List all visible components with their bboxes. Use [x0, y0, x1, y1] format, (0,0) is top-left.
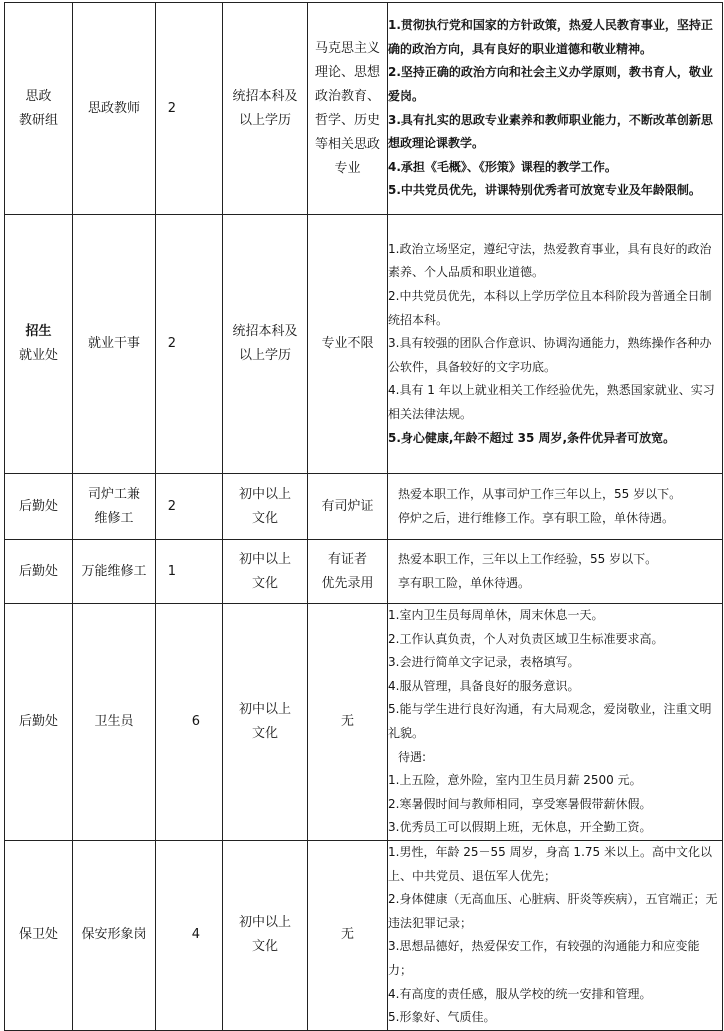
department-cell	[5, 474, 73, 540]
requirement-line: 3.会进行简单文字记录，表格填写。	[388, 655, 580, 670]
major-text: 有证者	[327, 551, 367, 567]
major-text: 政治教育、	[314, 88, 380, 104]
department-text: 就业处	[18, 348, 58, 363]
education-text: 文化	[251, 510, 278, 526]
education-text: 初中以上	[238, 551, 291, 567]
position-cell	[73, 3, 156, 215]
education-text: 初中以上	[238, 915, 291, 931]
education-text: 统招本科及	[232, 324, 298, 339]
requirement-line: 停炉之后，进行维修工作。享有职工险，单休待遇。	[398, 510, 675, 525]
major-text: 哲学、历史	[314, 112, 380, 128]
education-text: 初中以上	[238, 486, 291, 502]
department-text: 保卫处	[18, 927, 58, 943]
position-text: 万能维修工	[81, 563, 147, 579]
requirements-cell	[388, 540, 723, 604]
position-cell	[73, 540, 156, 604]
benefits-heading: 待遇:	[398, 749, 427, 764]
headcount-text: 1	[167, 563, 176, 579]
major-cell	[308, 3, 388, 215]
headcount-cell	[156, 604, 223, 841]
requirement-line: 享有职工险，单休待遇。	[398, 575, 531, 590]
headcount-cell	[156, 474, 223, 540]
requirement-line: 3.优秀员工可以假期上班，无休息，开全勤工资。	[388, 820, 652, 835]
table-row	[5, 215, 723, 474]
major-text: 无	[340, 713, 354, 729]
major-text: 理论、思想	[314, 64, 380, 80]
department-text: 后勤处	[18, 563, 58, 579]
requirements-cell	[388, 840, 723, 1030]
position-cell	[73, 604, 156, 841]
department-cell	[5, 3, 73, 215]
table-row	[5, 540, 723, 604]
headcount-text: 2	[167, 336, 176, 351]
department-text: 思政	[25, 88, 52, 104]
requirement-line: 1.贯彻执行党和国家的方针政策，热爱人民教育事业，坚持正确的政治方向，具有良好的职业道德和敬业精神。	[388, 18, 713, 56]
education-cell	[223, 474, 308, 540]
major-cell	[308, 840, 388, 1030]
department-text: 教研组	[18, 112, 58, 128]
headcount-cell	[156, 540, 223, 604]
requirement-line: 3.具有扎实的思政专业素养和教师职业能力，不断改革创新思想政理论课教学。	[388, 112, 713, 151]
major-text: 等相关思政	[314, 136, 380, 152]
education-cell	[223, 3, 308, 215]
table-row	[5, 840, 723, 1030]
requirement-line: 4.有高度的责任感，服从学校的统一安排和管理。	[388, 986, 652, 1001]
headcount-cell	[156, 840, 223, 1030]
requirement-line: 2.寒暑假时间与教师相同，享受寒暑假带薪休假。	[388, 796, 652, 811]
headcount-cell	[156, 3, 223, 215]
requirement-line: 5.身心健康,年龄不超过 35 周岁,条件优异者可放宽。	[388, 430, 676, 445]
requirement-line: 5.形象好、气质佳。	[388, 1010, 496, 1025]
requirement-line: 3.思想品德好，热爱保安工作，有较强的沟通能力和应变能力；	[388, 939, 700, 977]
education-text: 统招本科及	[232, 88, 298, 104]
major-text: 优先录用	[321, 575, 374, 591]
table-row	[5, 604, 723, 841]
major-text: 有司炉证	[321, 498, 374, 514]
education-cell	[223, 604, 308, 841]
requirement-line: 1.上五险，意外险，室内卫生员月薪 2500 元。	[388, 773, 642, 788]
requirements-cell	[388, 604, 723, 841]
position-text: 就业干事	[87, 336, 140, 351]
education-cell	[223, 540, 308, 604]
requirement-line: 5.中共党员优先，讲课特别优秀者可放宽专业及年龄限制。	[388, 183, 701, 198]
position-text: 司炉工兼	[87, 486, 140, 502]
department-text: 后勤处	[18, 498, 58, 514]
major-cell	[308, 474, 388, 540]
education-text: 文化	[251, 725, 278, 741]
requirement-line: 2.中共党员优先，本科以上学历学位且本科阶段为普通全日制统招本科。	[388, 289, 712, 327]
education-cell	[223, 840, 308, 1030]
education-text: 文化	[251, 575, 278, 591]
requirement-line: 5.能与学生进行良好沟通，有大局观念，爱岗敬业，注重文明礼貌。	[388, 702, 712, 740]
major-cell	[308, 215, 388, 474]
department-text: 招生	[25, 324, 52, 339]
headcount-text: 4	[191, 927, 200, 943]
requirements-cell	[388, 3, 723, 215]
major-cell	[308, 540, 388, 604]
requirement-line: 2.坚持正确的政治方向和社会主义办学原则，教书育人，敬业爱岗。	[388, 65, 713, 103]
headcount-text: 6	[191, 713, 200, 729]
headcount-cell	[156, 215, 223, 474]
requirement-line: 1.男性，年龄 25－55 周岁，身高 1.75 米以上。高中文化以上、中共党员、退伍军人优先；	[388, 844, 712, 883]
requirement-line: 1.室内卫生员每周单休，周末休息一天。	[388, 608, 604, 622]
requirement-line: 热爱本职工作，从事司炉工作三年以上，55 岁以下。	[398, 486, 682, 501]
department-text: 后勤处	[18, 713, 58, 729]
department-cell	[5, 604, 73, 841]
position-cell	[73, 474, 156, 540]
recruitment-table	[4, 2, 723, 1031]
major-text: 专业不限	[321, 336, 374, 351]
major-text: 无	[340, 927, 354, 943]
requirement-line: 3.具有较强的团队合作意识、协调沟通能力，熟练操作各种办公软件，具备较好的文字功底。	[388, 336, 712, 374]
department-cell	[5, 215, 73, 474]
requirement-line: 1.政治立场坚定，遵纪守法，热爱教育事业，具有良好的政治素养、个人品质和职业道德。	[388, 241, 712, 280]
headcount-text: 2	[167, 100, 176, 116]
table-row	[5, 474, 723, 540]
education-text: 以上学历	[238, 348, 291, 363]
requirements-cell	[388, 215, 723, 474]
position-text: 保安形象岗	[81, 927, 147, 943]
education-text: 文化	[251, 939, 278, 955]
position-text: 维修工	[94, 510, 134, 526]
requirement-line: 4.承担《毛概》、《形策》课程的教学工作。	[388, 159, 617, 174]
requirement-line: 2.工作认真负责，个人对负责区域卫生标准要求高。	[388, 631, 664, 646]
major-cell	[308, 604, 388, 841]
requirement-line: 4.具有 1 年以上就业相关工作经验优先，熟悉国家就业、实习相关法律法规。	[388, 383, 715, 421]
table-row	[5, 3, 723, 215]
education-text: 初中以上	[238, 701, 291, 717]
position-text: 思政教师	[87, 100, 140, 116]
education-text: 以上学历	[238, 112, 291, 128]
department-cell	[5, 840, 73, 1030]
requirement-line: 2.身体健康（无高血压、心脏病、肝炎等疾病），五官端正；无违法犯罪记录；	[388, 892, 718, 930]
education-cell	[223, 215, 308, 474]
major-text: 专业	[334, 160, 361, 176]
headcount-text: 2	[167, 498, 176, 514]
requirement-line: 热爱本职工作，三年以上工作经验，55 岁以下。	[398, 551, 658, 566]
position-cell	[73, 215, 156, 474]
position-cell	[73, 840, 156, 1030]
position-text: 卫生员	[94, 713, 134, 729]
department-cell	[5, 540, 73, 604]
requirements-cell	[388, 474, 723, 540]
requirement-line: 4.服从管理，具备良好的服务意识。	[388, 678, 580, 693]
major-text: 马克思主义	[314, 40, 380, 56]
